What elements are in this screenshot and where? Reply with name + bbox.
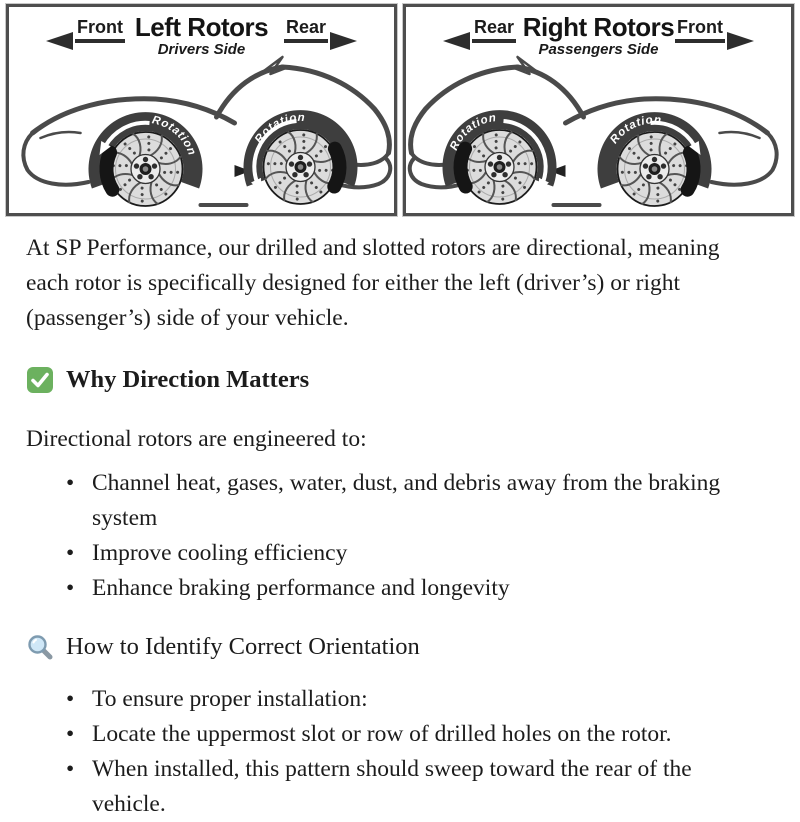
left-rotors-panel (6, 4, 397, 216)
list-item: • Improve cooling efficiency (66, 536, 760, 571)
heading-text: Why Direction Matters (66, 366, 310, 393)
panel-title: Left Rotors (134, 12, 269, 42)
why-direction-heading (26, 363, 760, 397)
rotation-label: Rotation (252, 111, 306, 146)
right-arrow-icon (727, 32, 754, 50)
why-direction-list (26, 466, 760, 606)
right-rotors-panel (403, 4, 794, 216)
direction-text: Front (677, 17, 723, 37)
front-direction-label (75, 17, 125, 43)
left-arrow-icon (46, 32, 73, 50)
heading-text: How to Identify Correct Orientation (66, 633, 420, 660)
list-item: • To ensure proper installation: (66, 682, 760, 717)
orientation-heading (26, 630, 760, 664)
right-arrow-icon (330, 32, 357, 50)
panel-subtitle: Passengers Side (538, 41, 659, 58)
direction-text: Front (77, 17, 123, 37)
left-panel-header (9, 7, 394, 59)
rotation-label: Rotation (448, 111, 498, 153)
direction-text: Rear (285, 17, 326, 37)
rotation-label: Rotation (150, 114, 198, 158)
rear-direction-label (284, 17, 328, 43)
orientation-list (26, 682, 760, 822)
magnifying-glass-icon (26, 633, 54, 661)
check-mark-icon (26, 366, 54, 394)
left-arrow-icon (443, 32, 470, 50)
rotation-label: Rotation (608, 114, 663, 147)
rotor-direction-diagram (0, 0, 800, 216)
list-item: • When installed, this pattern should sweep toward the rear of the vehicle. (66, 752, 760, 822)
front-direction-label (675, 17, 725, 43)
lead-paragraph: Directional rotors are engineered to: (26, 426, 367, 452)
panel-title: Right Rotors (522, 12, 675, 42)
list-item: • Channel heat, gases, water, dust, and debris away from the braking system (66, 466, 760, 536)
right-panel-header (406, 7, 791, 59)
list-item: • Locate the uppermost slot or row of drilled holes on the rotor. (66, 717, 760, 752)
list-item: • Enhance braking performance and longevity (66, 571, 760, 606)
article-body (0, 231, 790, 822)
rear-direction-label (472, 17, 516, 43)
direction-text: Rear (474, 17, 515, 37)
intro-paragraph: At SP Performance, our drilled and slotted rotors are directional, meaning each rotor is specifically designed for either the left (driver’s) or right (passenger’s) side of your vehicle. (26, 235, 720, 331)
panel-subtitle: Drivers Side (157, 41, 246, 58)
